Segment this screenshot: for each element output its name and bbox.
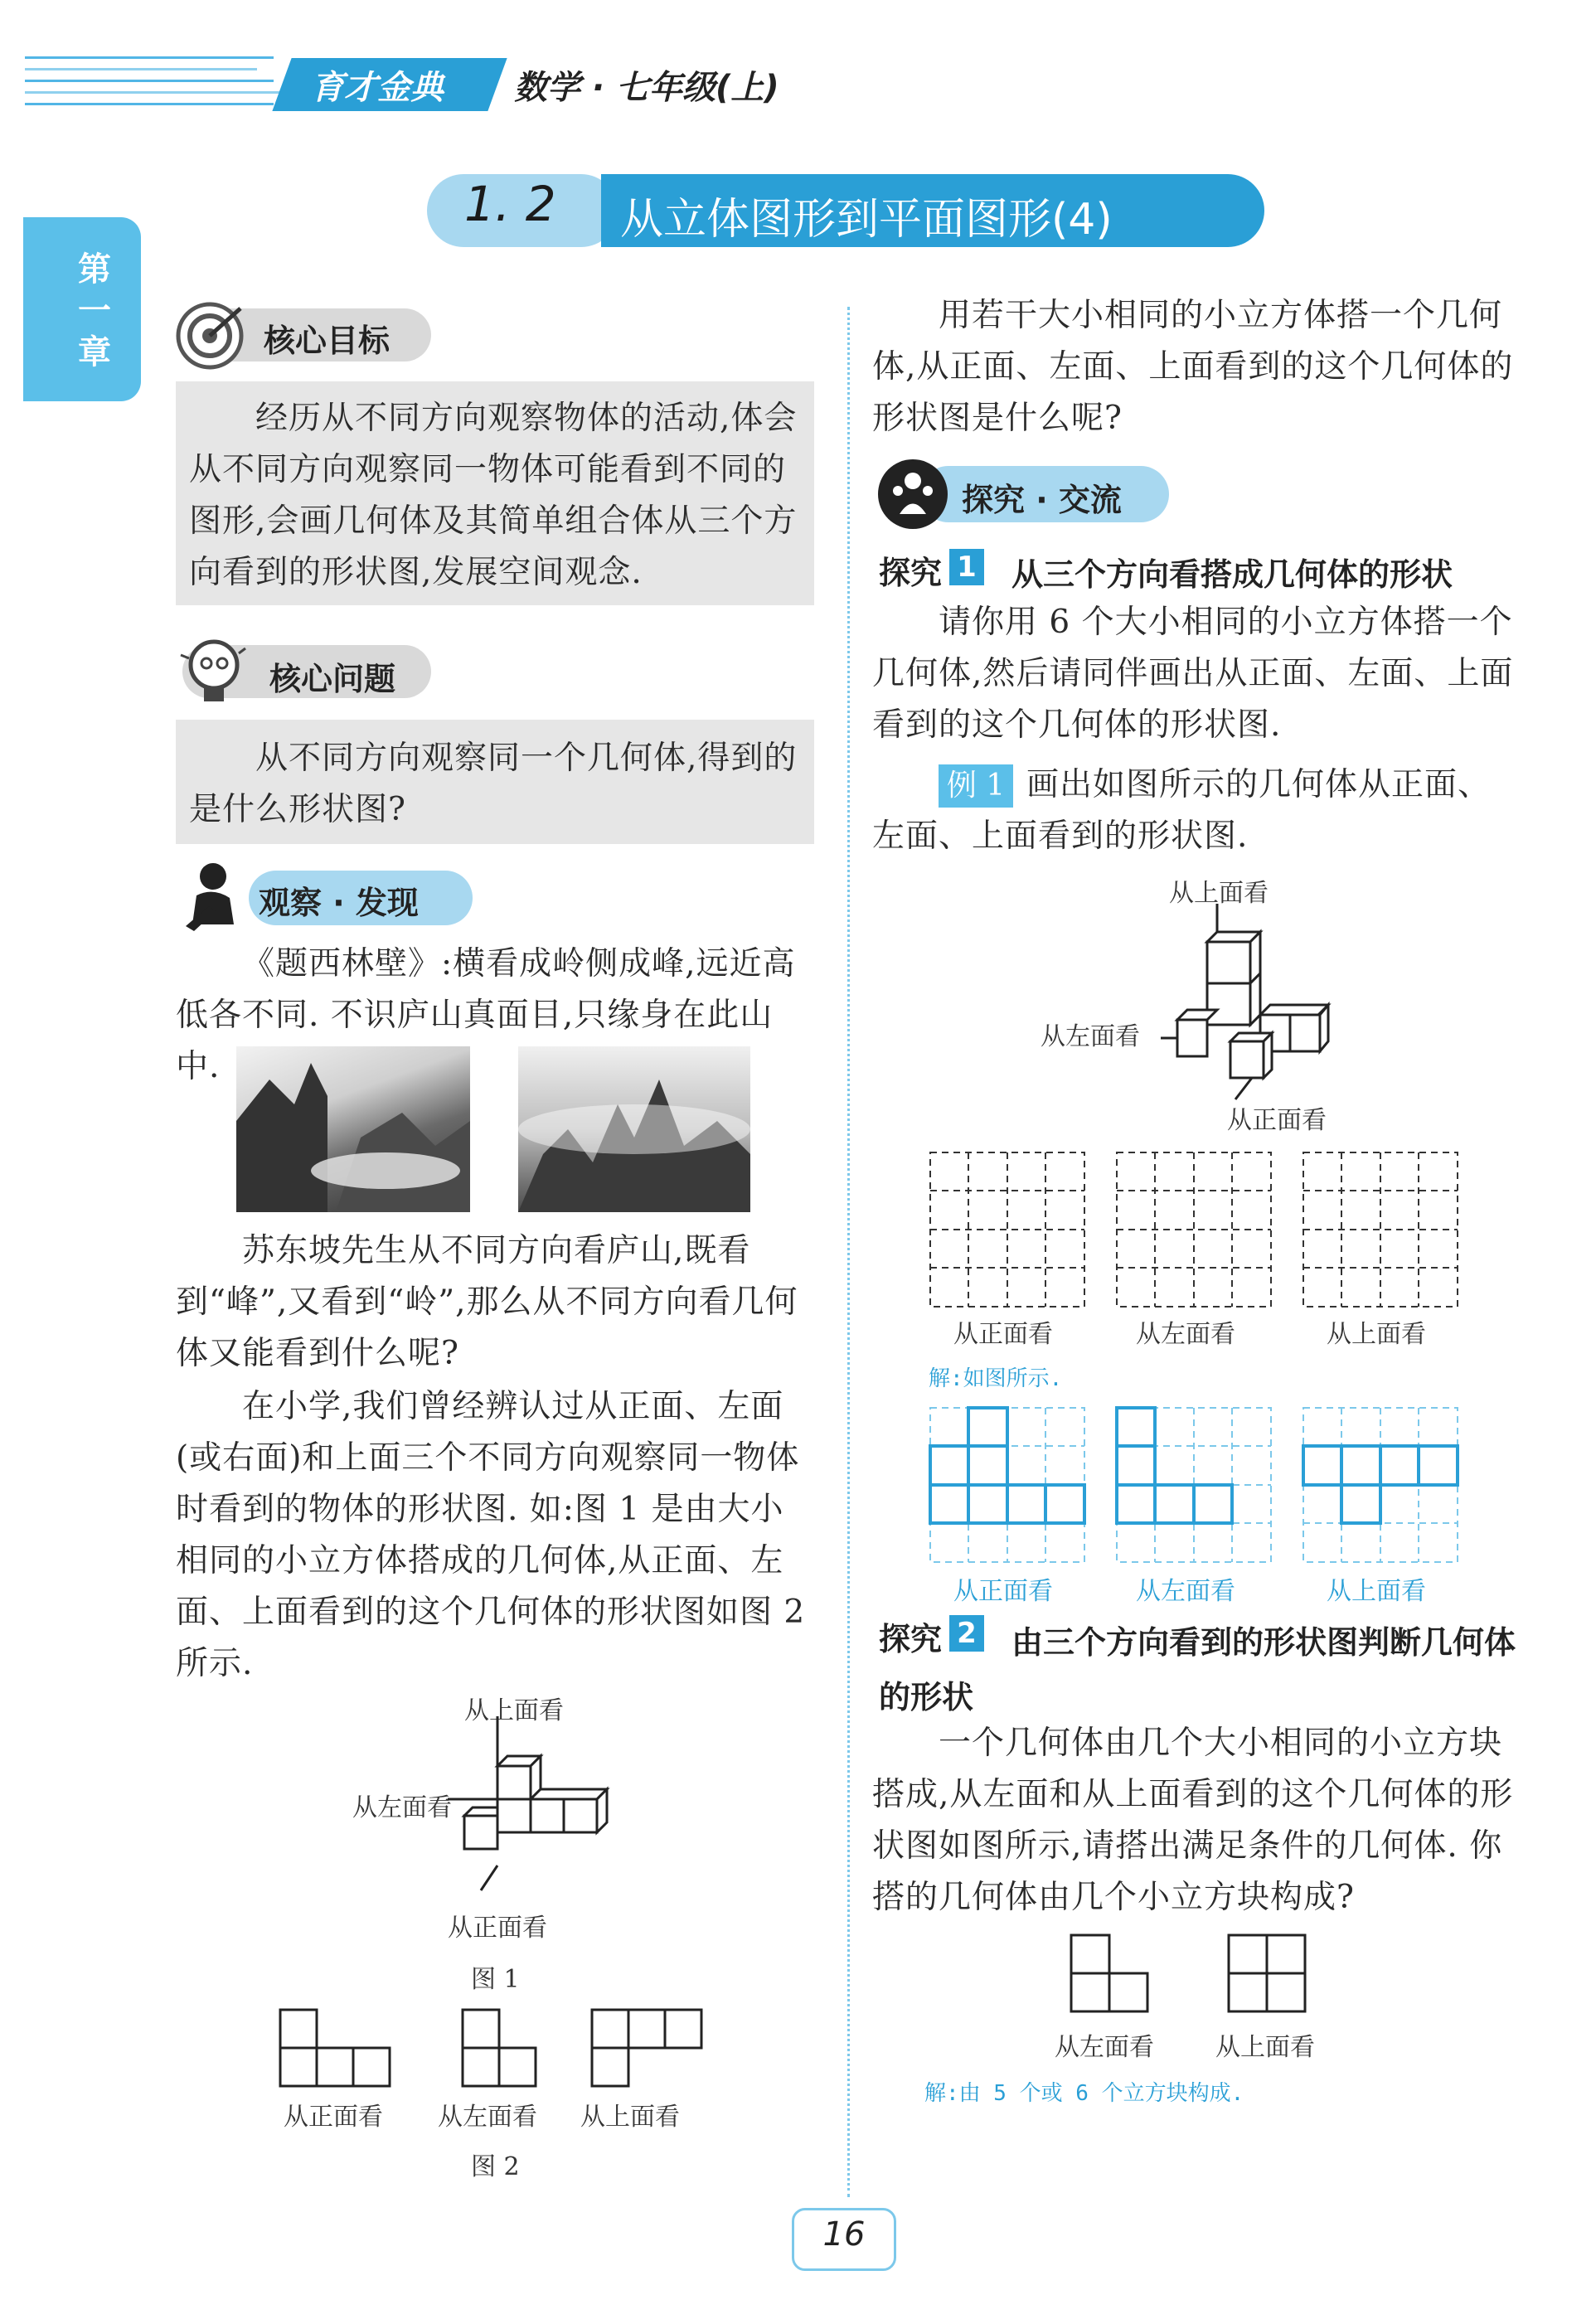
ex-top-label: 从上面看	[1169, 879, 1269, 908]
goal-title: 核心目标	[264, 323, 391, 359]
answer-grid-left	[1115, 1406, 1273, 1567]
thinker-icon	[176, 858, 250, 936]
header-subject: 数学 · 七年级(上)	[514, 69, 779, 107]
ex-left-label: 从左面看	[1041, 1022, 1140, 1051]
tanjiu1-number: 1	[949, 549, 984, 585]
fig1-top-label: 从上面看	[464, 1696, 564, 1725]
fig1-front-label: 从正面看	[448, 1914, 547, 1943]
lesson-number: 1. 2	[464, 176, 556, 232]
ex-front-label: 从正面看	[1227, 1106, 1327, 1135]
explore-title: 探究 · 交流	[962, 482, 1122, 518]
fig1-left-label: 从左面看	[352, 1793, 452, 1822]
fig1-cube-drawing	[448, 1716, 638, 1910]
t2-left-view	[1070, 1933, 1152, 2020]
grid-label-left: 从左面看	[1136, 1320, 1235, 1349]
answer-label-front: 从正面看	[953, 1577, 1053, 1606]
tanjiu2-text: 一个几何体由几个大小相同的小立方块搭成,从左面和从上面看到的这个几何体的形状图如图所示,请搭出满足条件的几何体. 你搭的几何体由几个小立方块构成?	[872, 1725, 1514, 1916]
tanjiu2-number: 2	[949, 1615, 984, 1652]
fig2-caption: 图 2	[471, 2152, 520, 2181]
tanjiu2-label: 探究	[879, 1621, 943, 1657]
explore-icon	[875, 456, 951, 536]
lightbulb-icon	[172, 630, 255, 716]
fig2-label-left: 从左面看	[438, 2103, 537, 2132]
t2-top-label: 从上面看	[1215, 2033, 1315, 2062]
column-divider	[847, 307, 850, 2197]
header-brand: 育才金典	[311, 69, 444, 107]
para2: 在小学,我们曾经辨认过从正面、左面(或右面)和上面三个不同方向观察同一物体时看到的物体的形状图. 如:图 1 是由大小相同的小立方体搭成的几何体,从正面、左面、上面看到的这个几何体的形状图如图 2 所示.	[176, 1388, 806, 1682]
tanjiu1-title: 从三个方向看搭成几何体的形状	[1011, 556, 1453, 593]
chapter-side-tab-label: 第一章	[78, 250, 111, 371]
example-text: 画出如图所示的几何体从正面、左面、上面看到的形状图.	[872, 766, 1492, 855]
observe-title: 观察 · 发现	[259, 885, 419, 921]
fig2-top-view	[590, 2008, 706, 2091]
lesson-title: 从立体图形到平面图形(4)	[620, 195, 1113, 245]
poem-text: 《题西林壁》:横看成岭侧成峰,远近高低各不同. 不识庐山真面目,只缘身在此山中.	[176, 945, 796, 1085]
problem-title: 核心问题	[269, 661, 396, 697]
page-number: 16	[822, 2215, 866, 2254]
solution2: 解:由 5 个或 6 个立方块构成.	[924, 2081, 1244, 2106]
tanjiu1-label: 探究	[879, 555, 943, 591]
problem-text: 从不同方向观察同一个几何体,得到的是什么形状图?	[189, 740, 798, 828]
fig2-left-view	[461, 2008, 544, 2091]
fig2-front-view	[279, 2008, 395, 2091]
para1: 苏东坡先生从不同方向看庐山,既看到“峰”,又看到“岭”,那么从不同方向看几何体又能看到什么呢?	[176, 1232, 798, 1372]
empty-grid-left[interactable]	[1115, 1151, 1273, 1312]
target-icon	[174, 300, 245, 375]
fig2-label-front: 从正面看	[284, 2103, 383, 2132]
mountain-photo-2	[518, 1046, 750, 1212]
answer-grid-top	[1302, 1406, 1459, 1567]
fig1-caption: 图 1	[471, 1965, 520, 1994]
example-label: 例 1	[939, 764, 1013, 808]
tanjiu1-text: 请你用 6 个大小相同的小立方体搭一个几何体,然后请同伴画出从正面、左面、上面看到的这个几何体的形状图.	[872, 604, 1514, 744]
tanjiu2-title: 由三个方向看到的形状图判断几何体的形状	[879, 1624, 1516, 1715]
mountain-photo-1	[236, 1046, 470, 1212]
t2-top-view	[1227, 1933, 1310, 2020]
empty-grid-front[interactable]	[929, 1151, 1086, 1312]
answer-label-left: 从左面看	[1136, 1577, 1235, 1606]
ex-cube-drawing	[1161, 904, 1351, 1106]
grid-label-top: 从上面看	[1327, 1320, 1426, 1349]
t2-left-label: 从左面看	[1055, 2033, 1154, 2062]
solution1: 解:如图所示.	[929, 1366, 1063, 1391]
goal-text: 经历从不同方向观察物体的活动,体会从不同方向观察同一物体可能看到不同的图形,会画几何体及其简单组合体从三个方向看到的形状图,发展空间观念.	[189, 400, 798, 591]
right-intro: 用若干大小相同的小立方体搭一个几何体,从正面、左面、上面看到的这个几何体的形状图是什么呢?	[872, 297, 1514, 437]
fig2-label-top: 从上面看	[580, 2103, 680, 2132]
grid-label-front: 从正面看	[953, 1320, 1053, 1349]
empty-grid-top[interactable]	[1302, 1151, 1459, 1312]
answer-label-top: 从上面看	[1327, 1577, 1426, 1606]
answer-grid-front	[929, 1406, 1086, 1567]
